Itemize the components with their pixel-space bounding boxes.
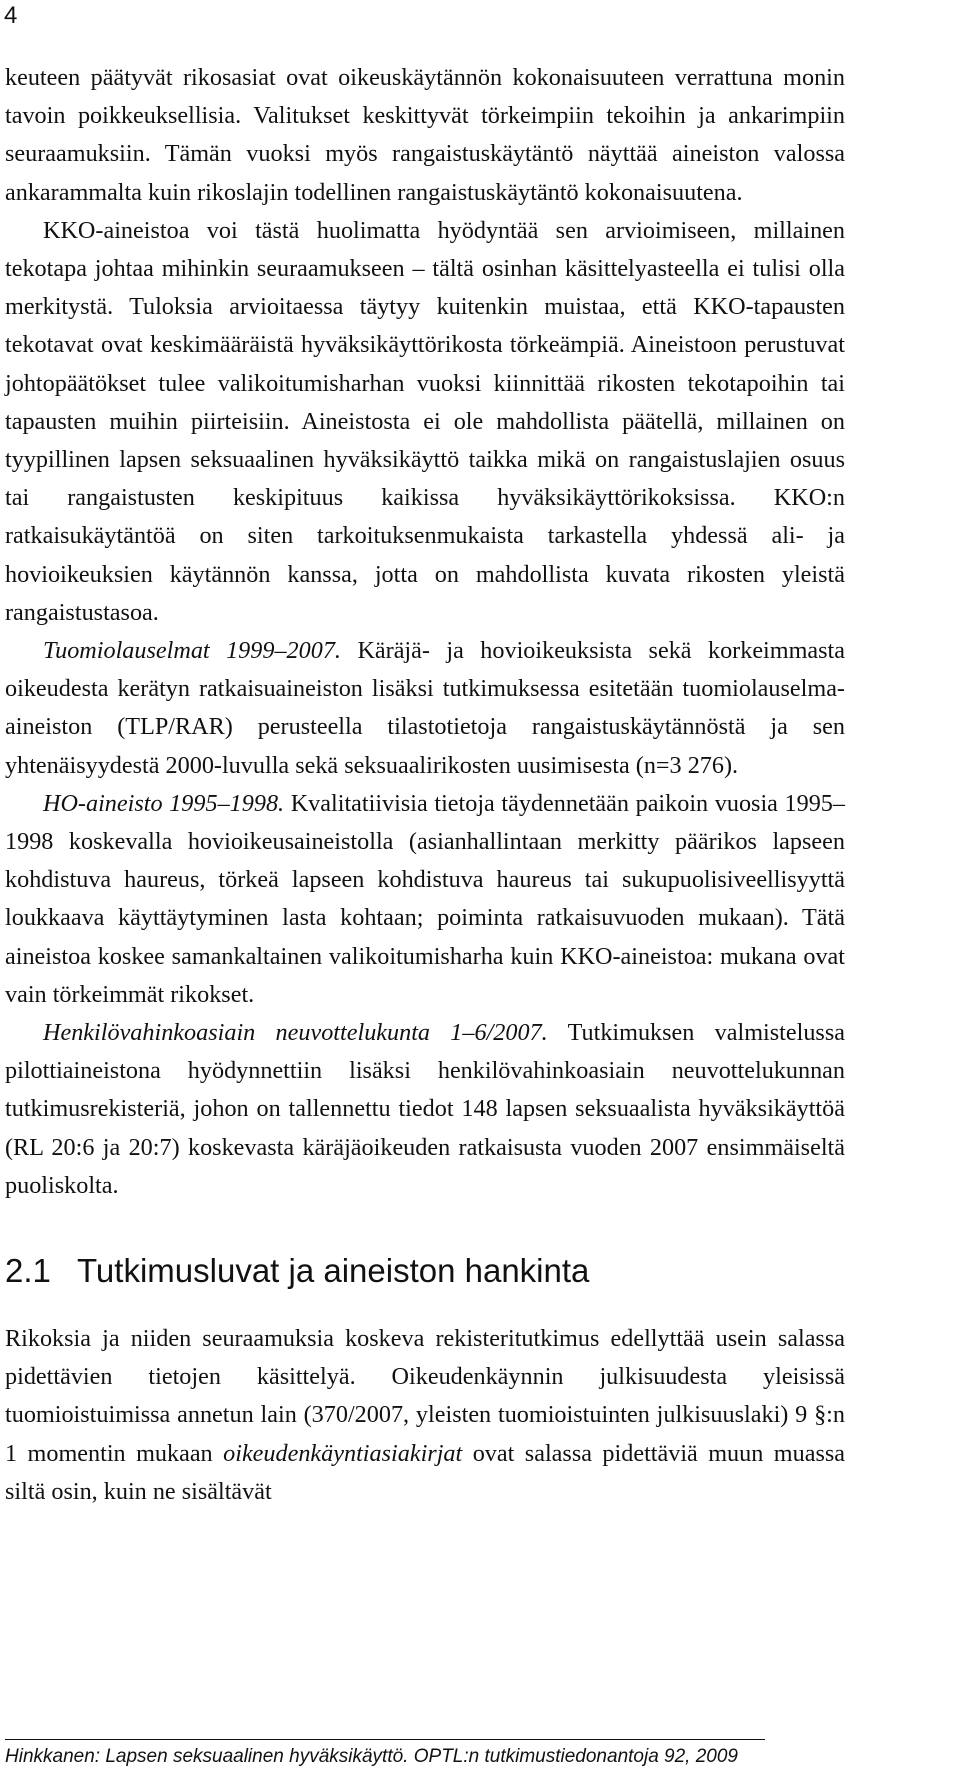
paragraph-lead: Tuomiolauselmat 1999–2007. xyxy=(43,637,341,665)
section-heading xyxy=(5,1252,589,1290)
paragraph-continuation: keuteen päätyvät rikosasiat ovat oikeuskäytännön kokonaisuuteen verrattuna monin tavoin poikkeuksellisia. Valitukset keskittyvät törkeimpiin tekoihin ja ankarimpiin seuraamuksiin. Tämän vuoksi myös rangaistuskäytäntö näyttää aineiston valossa ankarammalta kuin rikoslajin todellinen rangaistuskäytäntö kokonaisuutena. xyxy=(5,64,845,206)
body-text-top xyxy=(5,59,845,1205)
paragraph-italic-term: oikeudenkäyntiasiakirjat xyxy=(223,1439,463,1467)
paragraph-ho-aineisto xyxy=(5,785,845,1014)
footer-divider xyxy=(5,1739,765,1740)
paragraph-body: Tutkimuksen valmistelussa pilottiaineistona hyödynnettiin lisäksi henkilövahinkoasiain neuvottelukunnan tutkimusrekisteriä, johon on tallennettu tiedot 148 lapsen seksuaalista hyväksikäyttöä (RL 20:6 ja 20:7) koskevasta käräjäoikeuden ratkaisusta vuoden 2007 ensimmäiseltä puoliskolta. xyxy=(5,1019,845,1199)
paragraph-kko-usage: KKO-aineistoa voi tästä huolimatta hyödyntää sen arvioimiseen, millainen tekotapa johtaa mihinkin seuraamukseen – tältä osinhan käsittelyasteella ei tulisi olla merkitystä. Tuloksia arvioitaessa täytyy kuitenkin muistaa, että KKO-tapausten tekotavat ovat keskimääräistä hyväksikäyttörikosta törkeämpiä. Aineistoon perustuvat johtopäätökset tulee valikoitumisharhan vuoksi kiinnittää rikosten tekotapoihin tai tapausten muihin piirteisiin. Aineistosta ei ole mahdollista päätellä, millainen on tyypillinen lapsen seksuaalinen hyväksikäyttö taikka mikä on rangaistuslajien osuus tai rangaistusten keskipituus kaikissa hyväksikäyttörikoksissa. KKO:n ratkaisukäytäntöä on siten tarkoituksenmukaista tarkastella yhdessä ali- ja hovioikeuksien käytännön kanssa, jotta on mahdollista kuvata rikosten yleistä rangaistustasoa. xyxy=(5,216,845,626)
paragraph-lead: Henkilövahinkoasiain neuvottelukunta 1–6/2007. xyxy=(43,1019,548,1047)
paragraph-henkilovahinko xyxy=(5,1014,845,1205)
section-number: 2.1 xyxy=(5,1252,51,1289)
paragraph-text-after: ovat salassa pidettäviä muun muassa siltä osin, kuin ne sisältävät xyxy=(5,1439,846,1505)
paragraph-text-before: Rikoksia ja niiden seuraamuksia koskeva rekisteritutkimus edellyttää usein salassa pidettävien tietojen käsittelyä. Oikeudenkäynnin julkisuudesta yleisissä tuomioistuimissa annetun lain (370/2007, yleisten tuomioistuinten julkisuuslaki) 9 §:n 1 momentin mukaan xyxy=(5,1325,845,1467)
footer-citation: Hinkkanen: Lapsen seksuaalinen hyväksikäyttö. OPTL:n tutkimustiedonantoja 92, 2009 xyxy=(5,1746,739,1767)
paragraph-body: Kvalitatiivisia tietoja täydennetään paikoin vuosia 1995–1998 koskevalla hovioikeusaineistolla (asianhallintaan merkitty päärikos lapseen kohdistuva haureus, törkeä lapseen kohdistuva haureus tai sukupuolisiveellisyyttä loukkaava käyttäytyminen lasta kohtaan; poiminta ratkaisuvuoden mukaan). Tätä aineistoa koskee samankaltainen valikoitumisharha kuin KKO-aineistoa: mukana ovat vain törkeimmät rikokset. xyxy=(5,789,845,1008)
section-title: Tutkimusluvat ja aineiston hankinta xyxy=(77,1252,590,1289)
paragraph-tuomiolauselmat xyxy=(5,632,845,785)
paragraph-lead: HO-aineisto 1995–1998. xyxy=(43,789,285,817)
paragraph-tutkimusluvat xyxy=(5,1320,845,1511)
page-number: 4 xyxy=(4,2,18,29)
paragraph-body: Käräjä- ja hovioikeuksista sekä korkeimmasta oikeudesta kerätyn ratkaisuaineiston lisäksi tutkimuksessa esitetään tuomiolauselma-aineiston (TLP/RAR) perusteella tilastotietoja rangaistuskäytännöstä ja sen yhtenäisyydestä 2000-luvulla sekä seksuaalirikosten uusimisesta (n=3 276). xyxy=(5,637,846,779)
body-text-bottom xyxy=(5,1320,845,1511)
